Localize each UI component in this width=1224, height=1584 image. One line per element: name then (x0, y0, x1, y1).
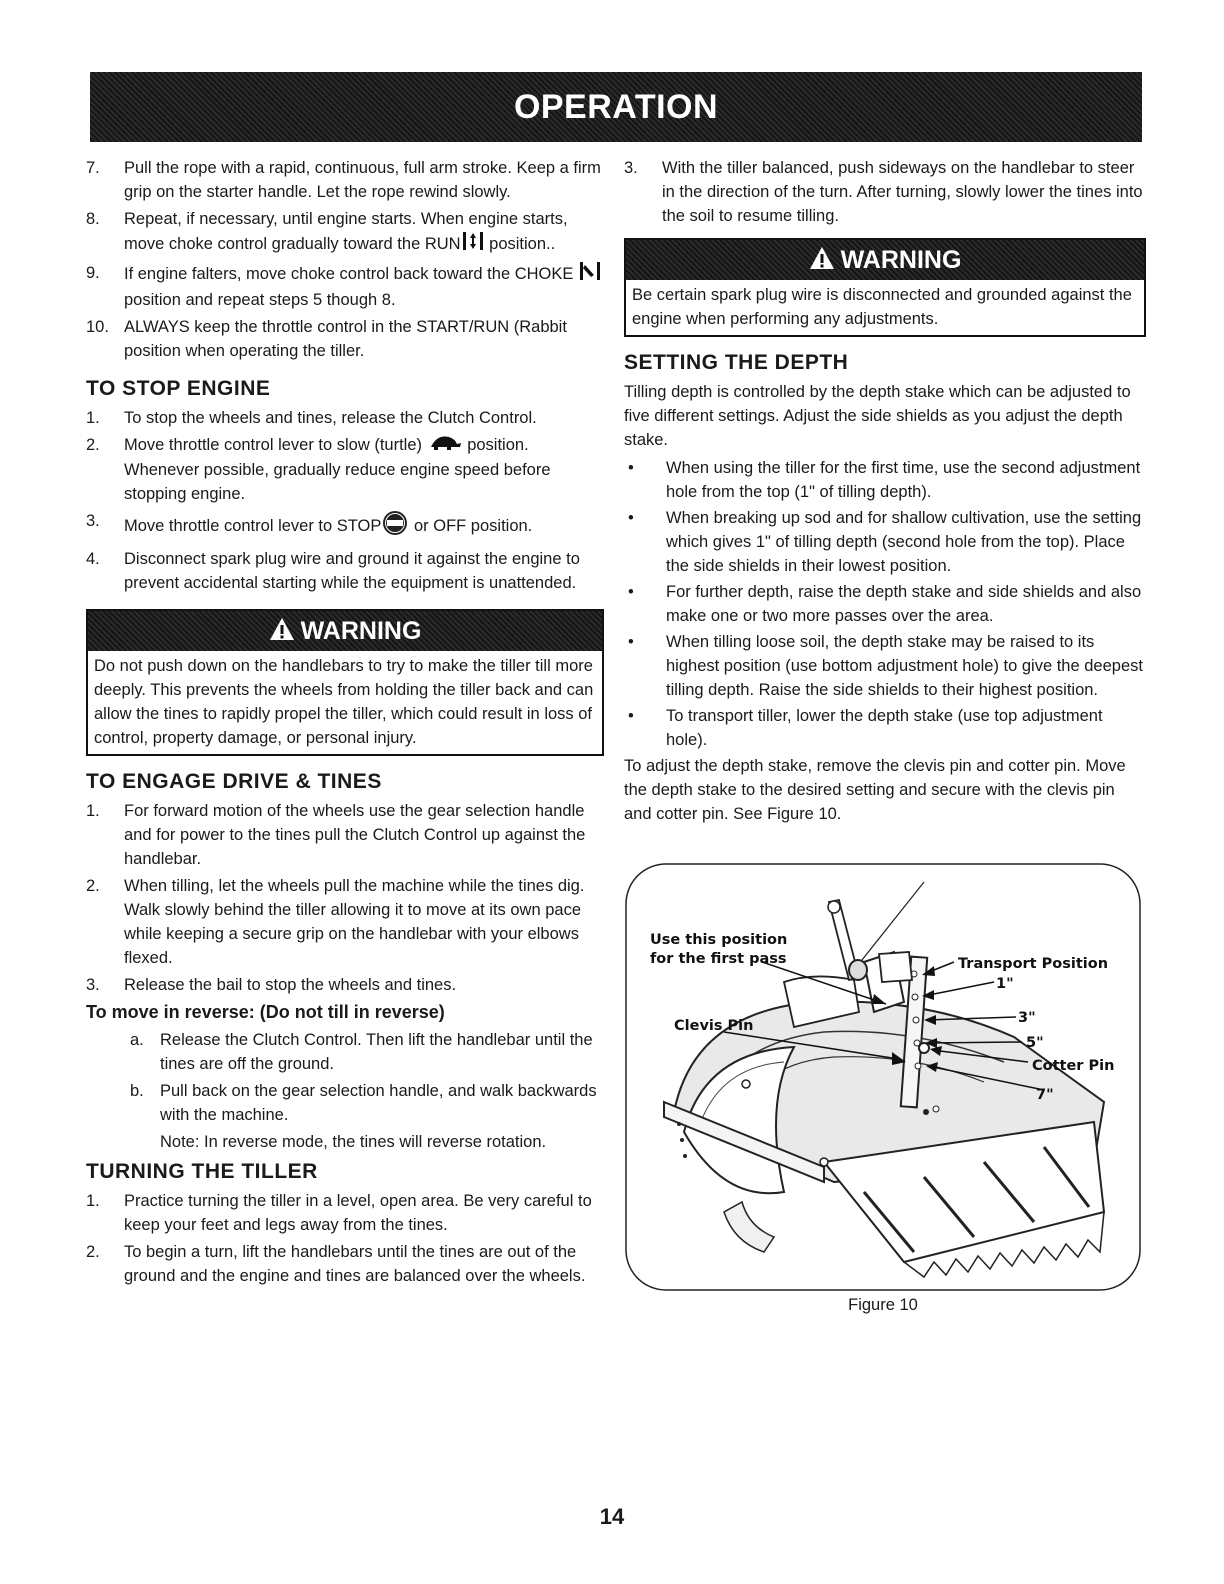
page-number: 14 (599, 1504, 625, 1529)
bullet-dot: • (628, 707, 634, 725)
label-depth-7: 7" (1036, 1087, 1054, 1103)
step-number: 4. (86, 550, 100, 569)
bullet-dot: • (628, 583, 634, 601)
step-text: Pull back on the gear selection handle, and walk backwards with the machine. (160, 1082, 597, 1125)
engage-step-2 (86, 874, 604, 970)
turning-heading: TURNING THE TILLER (86, 1160, 318, 1184)
stop-step-3 (86, 509, 604, 544)
stop-step-2 (86, 433, 604, 506)
stop-step-4 (86, 547, 604, 595)
label-cotter-pin: Cotter Pin (1032, 1058, 1115, 1074)
choke-icon (578, 261, 602, 288)
warning-header (626, 240, 1144, 280)
step-text (124, 261, 604, 312)
bullet-text: To transport tiller, lower the depth stake (use top adjustment hole). (666, 707, 1103, 749)
step-text: To begin a turn, lift the handlebars until the tines are out of the ground and the engine and tines are balanced over the wheels. (124, 1243, 586, 1286)
step-number: 3. (624, 159, 638, 177)
engage-heading: TO ENGAGE DRIVE & TINES (86, 770, 382, 794)
reverse-step-a (130, 1028, 604, 1076)
step-7 (86, 156, 604, 204)
warning-box (624, 238, 1146, 337)
engage-step-3 (86, 973, 604, 997)
depth-bullet (624, 580, 1146, 628)
step-text (124, 207, 604, 258)
step-number: 7. (86, 159, 100, 177)
bullet-text: When tilling loose soil, the depth stake may be raised to its highest position (use bottom adjustment hole) to give the deepest tilling depth. Raise the side shields to their highest position. (666, 633, 1143, 699)
depth-heading: SETTING THE DEPTH (624, 351, 849, 374)
label-depth-5: 5" (1026, 1035, 1044, 1051)
step-number: 3. (86, 976, 100, 995)
step-number: 2. (86, 877, 100, 896)
run-icon (461, 231, 485, 258)
warning-text: Do not push down on the handlebars to try to make the tiller till more deeply. This prevents the wheels from holding the tiller back and can allow the tines to rapidly propel the tiller, which could result in loss of control, property damage, or personal injury. (94, 657, 594, 748)
step-number: 2. (86, 1243, 100, 1262)
turtle-icon (427, 433, 463, 458)
stop-engine-heading: TO STOP ENGINE (86, 377, 271, 400)
step-text: To stop the wheels and tines, release the Clutch Control. (124, 409, 537, 427)
step-9 (86, 261, 604, 312)
section-title: OPERATION (513, 87, 719, 126)
step-text-post: position.. (484, 234, 556, 253)
label-transport-position: Transport Position (958, 956, 1109, 972)
step-text: ALWAYS keep the throttle control in the START/RUN (Rabbit position when operating the tiller. (124, 318, 567, 360)
reverse-heading: To move in reverse: (Do not till in reverse) (86, 1002, 445, 1023)
bullet-dot: • (628, 459, 634, 477)
step-text-pre: Move throttle control lever to STOP (124, 517, 382, 535)
bullet-text: When breaking up sod and for shallow cultivation, use the setting which gives 1" of tilling depth (second hole from the top). Place the side shields in their lowest position. (666, 509, 1142, 575)
warning-triangle-icon (809, 246, 841, 274)
step-text-post: position. Whenever possible, gradually reduce engine speed before stopping engine. (124, 436, 551, 504)
bullet-text: For further depth, raise the depth stake and side shields and also make one or two more passes over the area. (666, 583, 1142, 625)
step-text: For forward motion of the wheels use the gear selection handle and for power to the tines pull the Clutch Control up against the handlebar. (124, 802, 586, 869)
figure-caption: Figure 10 (848, 1296, 918, 1314)
step-text (124, 433, 604, 506)
depth-intro: Tilling depth is controlled by the depth stake which can be adjusted to five different settings. Adjust the side shields as you adjust the depth stake. (624, 383, 1131, 449)
depth-bullet (624, 630, 1146, 702)
label-use-position: Use this position (650, 932, 788, 948)
step-number: 10. (86, 318, 109, 336)
label-depth-1: 1" (996, 976, 1014, 992)
step-number: 8. (86, 210, 100, 228)
reverse-note: Note: In reverse mode, the tines will reverse rotation. (160, 1133, 547, 1152)
stop-icon (381, 509, 409, 544)
step-text-pre: Move throttle control lever to slow (turtle) (124, 436, 427, 454)
step-letter: b. (130, 1082, 144, 1101)
step-number: 1. (86, 409, 100, 427)
left-column (86, 156, 604, 1291)
step-text: When tilling, let the wheels pull the machine while the tines dig. Walk slowly behind the tiller allowing it to move at its own pace while keeping a secure grip on the handlebar with your elbows flexed. (124, 877, 585, 968)
step-text: Release the Clutch Control. Then lift the handlebar until the tines are off the ground. (160, 1031, 593, 1074)
step-10 (86, 315, 604, 363)
step-text: Practice turning the tiller in a level, open area. Be very careful to keep your feet and legs away from the tines. (124, 1192, 592, 1235)
bullet-dot: • (628, 509, 634, 527)
section-banner (90, 72, 1142, 142)
warning-text: Be certain spark plug wire is disconnected and grounded against the engine when performing any adjustments. (632, 286, 1132, 328)
step-text: Pull the rope with a rapid, continuous, full arm stroke. Keep a firm grip on the starter handle. Let the rope rewind slowly. (124, 159, 601, 201)
warning-header (88, 611, 602, 651)
step-text: With the tiller balanced, push sideways on the handlebar to steer in the direction of the turn. After turning, slowly lower the tines into the soil to resume tilling. (662, 159, 1143, 225)
step-number: 1. (86, 802, 100, 821)
depth-bullet (624, 506, 1146, 578)
label-first-pass: for the first pass (650, 951, 787, 967)
step-number: 1. (86, 1192, 100, 1211)
step-number: 9. (86, 264, 100, 282)
warning-title: WARNING (840, 246, 962, 274)
warning-triangle-icon (269, 617, 301, 645)
step-text-pre: Repeat, if necessary, until engine starts. When engine starts, move choke control gradually toward the RUN (124, 210, 568, 253)
warning-title: WARNING (300, 617, 422, 646)
right-column (624, 156, 1146, 830)
step-text-pre: If engine falters, move choke control back toward the CHOKE (124, 264, 578, 283)
step-letter: a. (130, 1031, 144, 1050)
step-text: Disconnect spark plug wire and ground it against the engine to prevent accidental starting while the equipment is unattended. (124, 550, 580, 593)
step-text (124, 509, 604, 544)
reverse-step-b (130, 1079, 604, 1127)
label-clevis-pin: Clevis Pin (674, 1018, 754, 1034)
turning-step-1 (86, 1189, 604, 1237)
depth-stake-illustration (624, 862, 1142, 1292)
depth-bullet (624, 704, 1146, 752)
bullet-dot: • (628, 633, 634, 651)
turning-step-2 (86, 1240, 604, 1288)
engage-step-1 (86, 799, 604, 871)
turning-step-3 (624, 156, 1146, 228)
step-number: 3. (86, 512, 100, 531)
step-text-post: position and repeat steps 5 though 8. (124, 291, 396, 309)
step-number: 2. (86, 436, 100, 454)
warning-box (86, 609, 604, 756)
depth-bullet (624, 456, 1146, 504)
step-8 (86, 207, 604, 258)
step-text: Release the bail to stop the wheels and tines. (124, 976, 457, 995)
depth-outro: To adjust the depth stake, remove the clevis pin and cotter pin. Move the depth stake to the desired setting and secure with the clevis pin and cotter pin. See Figure 10. (624, 757, 1126, 823)
step-text-post: or OFF position. (409, 517, 533, 535)
label-depth-3: 3" (1018, 1010, 1036, 1026)
bullet-text: When using the tiller for the first time, use the second adjustment hole from the top (1" of tilling depth). (666, 459, 1141, 501)
figure-10 (624, 862, 1142, 1292)
stop-step-1 (86, 406, 604, 430)
